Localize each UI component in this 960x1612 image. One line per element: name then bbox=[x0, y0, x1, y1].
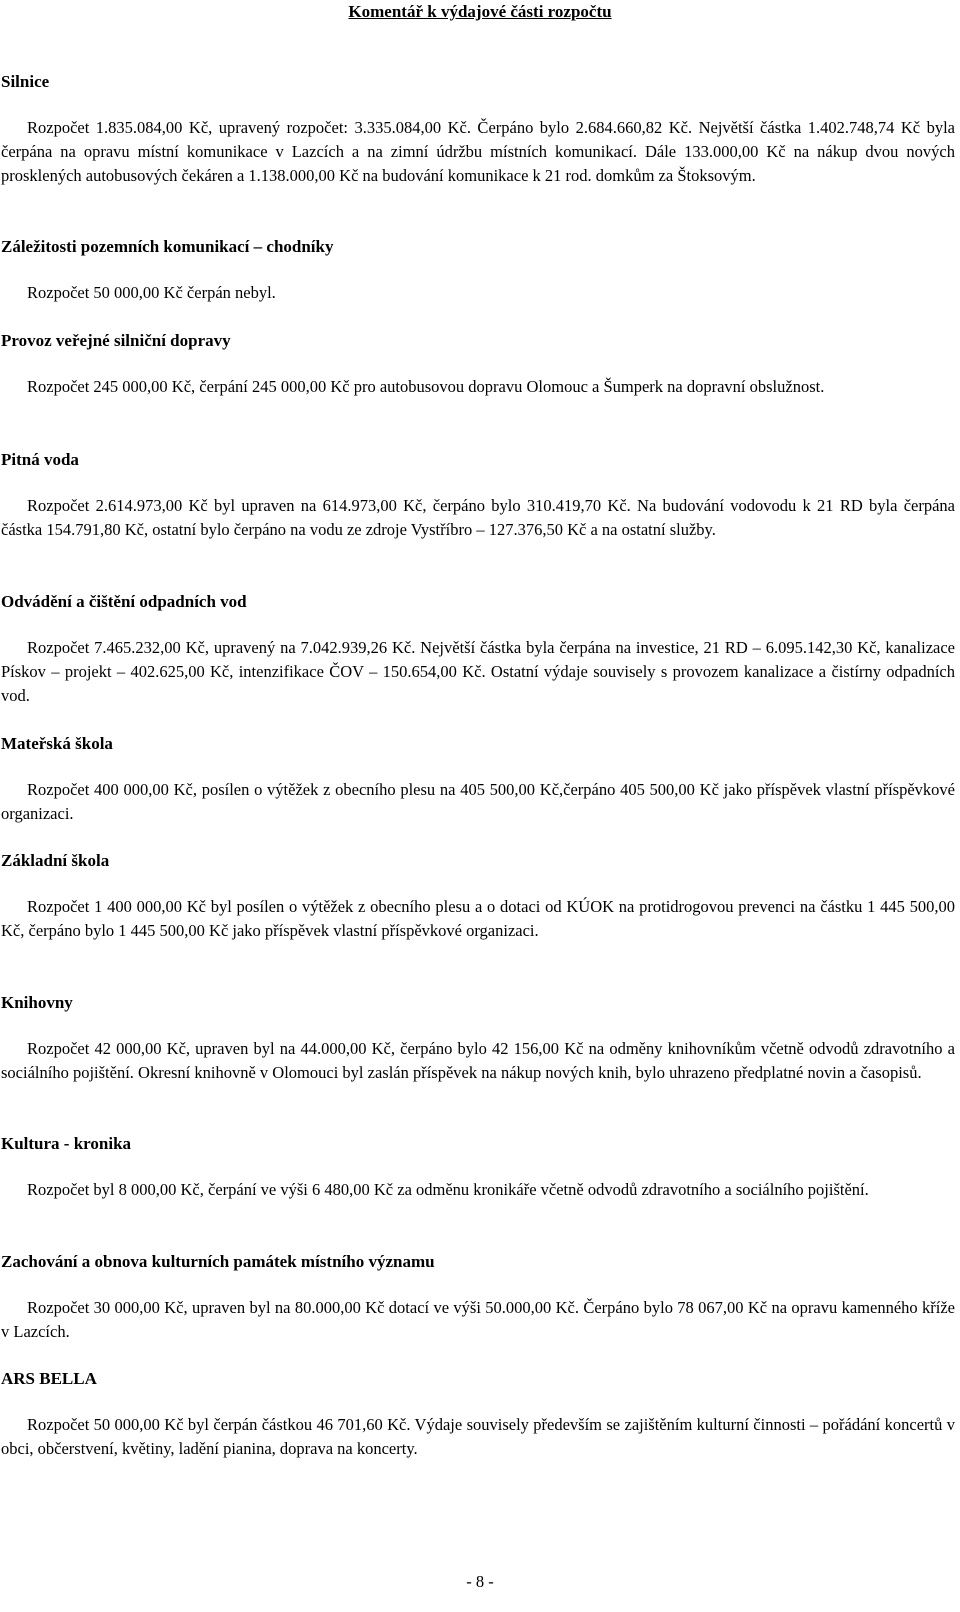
section-body: Rozpočet 42 000,00 Kč, upraven byl na 44.000,00 Kč, čerpáno bylo 42 156,00 Kč na odměny knihovníkům včetně odvodů zdravotního a sociálního pojištění. Okresní knihovně v Olomouci byl zaslán příspěvek na nákup nových knih, bylo uhrazeno předplatné novin a časopisů. bbox=[1, 1039, 955, 1082]
section-zakladni-skola bbox=[1, 849, 955, 943]
section-body: Rozpočet 50 000,00 Kč čerpán nebyl. bbox=[27, 283, 276, 302]
section-heading: Záležitosti pozemních komunikací – chodníky bbox=[1, 237, 334, 256]
section-heading: ARS BELLA bbox=[1, 1369, 97, 1388]
section-odpadni-vody bbox=[1, 590, 955, 708]
section-heading: Kultura - kronika bbox=[1, 1134, 132, 1153]
section-knihovny bbox=[1, 991, 955, 1085]
section-ars-bella bbox=[1, 1367, 955, 1461]
section-body: Rozpočet 245 000,00 Kč, čerpání 245 000,00 Kč pro autobusovou dopravu Olomouc a Šumperk na dopravní obslužnost. bbox=[27, 377, 825, 396]
document-title: Komentář k výdajové části rozpočtu bbox=[348, 2, 612, 21]
section-heading: Knihovny bbox=[1, 993, 73, 1012]
section-heading: Základní škola bbox=[1, 851, 110, 870]
page-number: - 8 - bbox=[466, 1572, 494, 1591]
section-body: Rozpočet 50 000,00 Kč byl čerpán částkou 46 701,60 Kč. Výdaje souvisely především se zajištěním kulturní činnosti – pořádání koncertů v obci, občerstvení, květiny, ladění pianina, doprava na koncerty. bbox=[1, 1415, 955, 1458]
section-pitna-voda bbox=[1, 448, 955, 542]
section-heading: Odvádění a čištění odpadních vod bbox=[1, 592, 247, 611]
section-body: Rozpočet 2.614.973,00 Kč byl upraven na 614.973,00 Kč, čerpáno bylo 310.419,70 Kč. Na budování vodovodu k 21 RD byla čerpána částka 154.791,80 Kč, ostatní bylo čerpáno na vodu ze zdroje Vystříbro – 127.376,50 Kč a na ostatní služby. bbox=[1, 496, 955, 539]
section-materska-skola bbox=[1, 732, 955, 826]
section-heading: Zachování a obnova kulturních památek místního významu bbox=[1, 1252, 435, 1271]
section-chodniky bbox=[1, 235, 955, 305]
section-heading: Mateřská škola bbox=[1, 734, 113, 753]
section-kulturni-pamatky bbox=[1, 1250, 955, 1344]
section-kultura-kronika bbox=[1, 1132, 955, 1202]
section-heading: Silnice bbox=[1, 72, 50, 91]
section-doprava bbox=[1, 329, 955, 399]
section-heading: Provoz veřejné silniční dopravy bbox=[1, 331, 231, 350]
section-body: Rozpočet 400 000,00 Kč, posílen o výtěžek z obecního plesu na 405 500,00 Kč,čerpáno 405 500,00 Kč jako příspěvek vlastní příspěvkové organizaci. bbox=[1, 780, 955, 823]
section-body: Rozpočet 1.835.084,00 Kč, upravený rozpočet: 3.335.084,00 Kč. Čerpáno bylo 2.684.660,82 Kč. Největší částka 1.402.748,74 Kč byla čerpána na opravu místní komunikace v Lazcích a na zimní údržbu místních komunikací. Dále 133.000,00 Kč na nákup dvou nových prosklených autobusových čekáren a 1.138.000,00 Kč na budování komunikace k 21 rod. domkům za Štoksovým. bbox=[1, 118, 955, 185]
section-body: Rozpočet byl 8 000,00 Kč, čerpání ve výši 6 480,00 Kč za odměnu kronikáře včetně odvodů zdravotního a sociálního pojištění. bbox=[27, 1180, 869, 1199]
section-body: Rozpočet 1 400 000,00 Kč byl posílen o výtěžek z obecního plesu a o dotaci od KÚOK na protidrogovou prevenci na částku 1 445 500,00 Kč, čerpáno bylo 1 445 500,00 Kč jako příspěvek vlastní příspěvkové organizaci. bbox=[1, 897, 955, 940]
section-body: Rozpočet 30 000,00 Kč, upraven byl na 80.000,00 Kč dotací ve výši 50.000,00 Kč. Čerpáno bylo 78 067,00 Kč na opravu kamenného kříže v Lazcích. bbox=[1, 1298, 955, 1341]
section-heading: Pitná voda bbox=[1, 450, 79, 469]
section-body: Rozpočet 7.465.232,00 Kč, upravený na 7.042.939,26 Kč. Největší částka byla čerpána na investice, 21 RD – 6.095.142,30 Kč, kanalizace Pískov – projekt – 402.625,00 Kč, intenzifikace ČOV – 150.654,00 Kč. Ostatní výdaje souvisely s provozem kanalizace a čistírny odpadních vod. bbox=[1, 638, 955, 705]
section-silnice bbox=[1, 70, 955, 188]
